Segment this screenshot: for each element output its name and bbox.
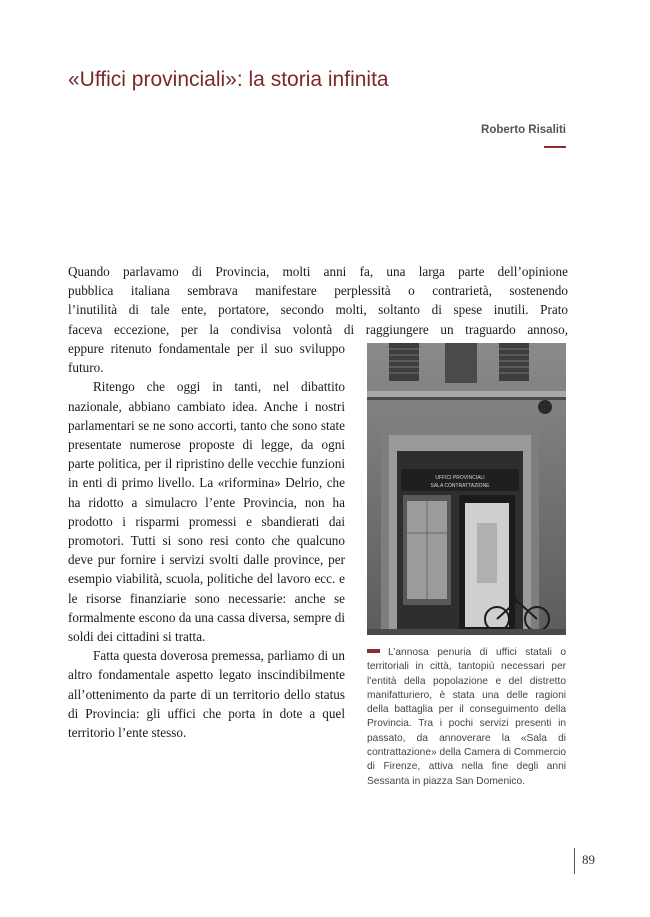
intro-line: l’inutilità di tale ente, portatore, secondo molti, soltanto di spese inutili. Prato — [68, 302, 568, 318]
caption-text: L’annosa penuria di uffici statali o territoriali in città, tantopiù necessari per l’entità della popolazione e del distretto manifatturiero, è stata una delle ragioni della battaglia per il conseguimento della Provincia. Tra i pochi servizi presenti in passato, da annoverare la «Sala di contrattazione» della Camera di Commercio di Firenze, attiva nella fine degli anni Sessanta in piazza San Domenico. — [367, 647, 566, 787]
page-number: 89 — [582, 852, 595, 867]
photo-caption — [367, 646, 566, 789]
page-number-rule — [574, 848, 575, 874]
intro-line: faceva eccezione, per la condivisa volontà di raggiungere un traguardo annoso, — [68, 321, 568, 337]
text-column — [68, 339, 345, 742]
author-name: Roberto Risaliti — [481, 124, 566, 136]
caption-marker — [367, 649, 380, 653]
intro-line: pubblica italiana sembrava manifestare perplessità o contrarietà, sostenendo — [68, 283, 568, 299]
svg-text:UFFICI PROVINCIALI: UFFICI PROVINCIALI — [435, 475, 485, 481]
storefront-photo — [367, 343, 566, 635]
paragraph: eppure ritenuto fondamentale per il suo sviluppo futuro. — [68, 341, 345, 376]
paragraph: Fatta questa doverosa premessa, parliamo di un altro fondamentale aspetto legato inscindibilmente all’ottenimento da parte di un territorio dello status di Provincia: gli uffici che porta in dote a quel territorio l’ente stesso. — [68, 648, 345, 741]
svg-text:SALA CONTRATTAZIONE: SALA CONTRATTAZIONE — [430, 483, 490, 489]
intro-block — [68, 262, 568, 339]
author-underline — [544, 146, 566, 148]
article-title: «Uffici provinciali»: la storia infinita — [68, 68, 389, 91]
intro-line: Quando parlavamo di Provincia, molti anni fa, una larga parte dell’opinione — [68, 264, 568, 279]
paragraph: Ritengo che oggi in tanti, nel dibattito nazionale, abbiano cambiato idea. Anche i nostri parlamentari se ne sono accorti, tanto che sono state presentate numerose proposte di legge, da ogni parte politica, per il ripristino delle vecchie funzioni in enti di primo livello. La «riformina» Delrio, che ha ridotto a simulacro l’ente Provincia, non ha prodotto i risparmi promessi e sbandierati dai promotori. Tutti si sono resi conto che qualcuno deve pur fornire i servizi svolti dalle province, per esempio viabilità, scuola, politiche del lavoro ecc. e le risorse finanziarie sono necessarie: anche se formalmente escono da una cassa diversa, sempre di soldi dei cittadini si tratta. — [68, 379, 345, 645]
